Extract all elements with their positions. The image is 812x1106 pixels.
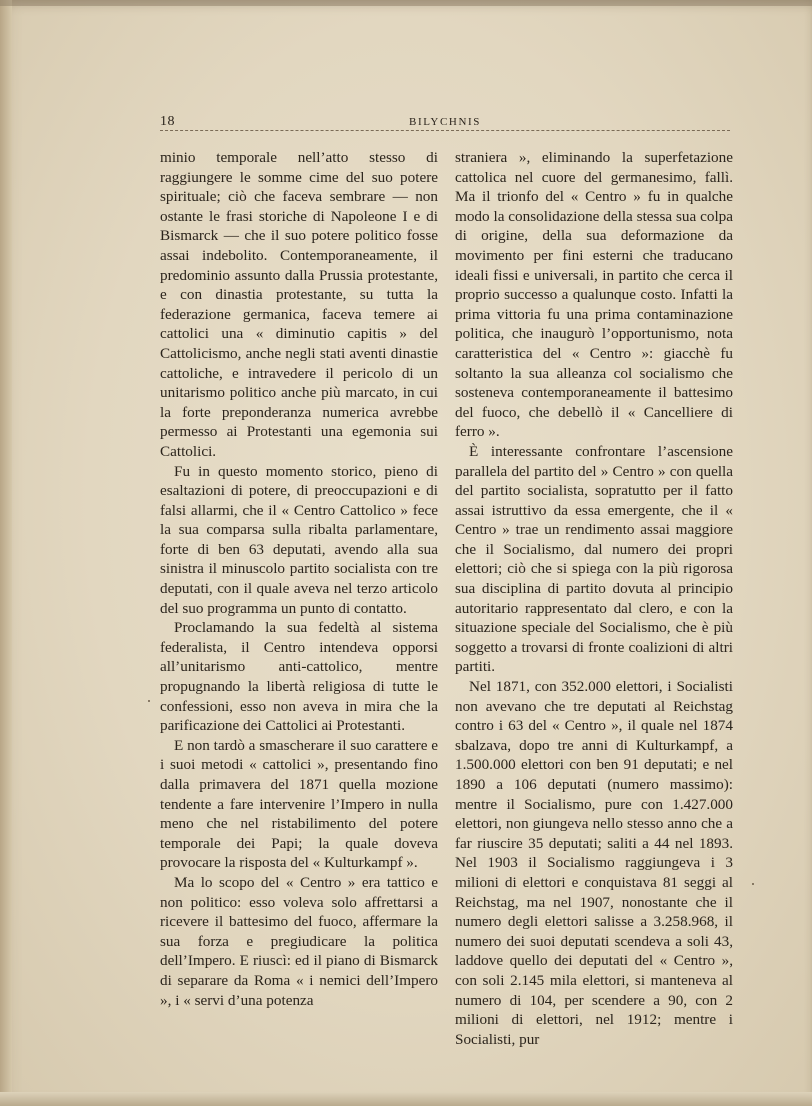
paragraph: Nel 1871, con 352.000 elettori, i Socialisti non avevano che tre deputati al Reichstag contro i 63 del « Centro », il quale nel 1874 sbalzava, dopo tre anni di Kulturkampf, a 1.500.000 elettori con ben 91 deputati; e nel 1890 a 106 deputati (numero massimo): mentre il Socialismo, pure con 1.427.000 elettori, non giungeva nello stesso anno che a far riuscire 35 deputati; saliti a 44 nel 1893. Nel 1903 il Socialismo raggiungeva i 3 milioni di elettori e conquistava 81 seggi al Reichstag, ma nel 1907, nonostante che il numero degli elettori salisse a 3.258.968, il numero dei suoi deputati scendeva a soli 43, laddove quello dei deputati del « Centro », con soli 2.145 mila elettori, si manteneva al numero di 104, per scendere a 90, con 2 milioni di elettori, nel 1912; mentre i Socialisti, pur xyxy=(455,678,733,1048)
page-left-edge xyxy=(0,0,12,1106)
paragraph: Proclamando la sua fedeltà al sistema federalista, il Centro intendeva opporsi all’unitarismo anti-cattolico, mentre propugnando la libertà religiosa di tutte le confessioni, esso non aveva in mira che la parificazione dei Cattolici ai Protestanti. xyxy=(160,619,438,735)
ink-speck xyxy=(148,700,150,702)
text-column-left xyxy=(160,148,438,1010)
paragraph: Fu in questo momento storico, pieno di esaltazioni di potere, di preoccupazioni e di falsi allarmi, che il « Centro Cattolico » fece la sua comparsa sulla ribalta parlamentare, forte di ben 63 deputati, avendo alla sua sinistra il minuscolo partito socialista con tre deputati, con il quale aveva nel terzo articolo del suo programma un punto di contatto. xyxy=(160,462,438,617)
paragraph: E non tardò a smascherare il suo carattere e i suoi metodi « cattolici », presentando fino dalla primavera del 1871 quella mozione tendente a fare intervenire l’Impero in nulla meno che nel ristabilimento del potere temporale dei Papi; la quale doveva provocare la risposta del « Kulturkampf ». xyxy=(160,736,438,872)
text-column-right xyxy=(455,148,733,1049)
running-title: BILYCHNIS xyxy=(409,116,481,128)
paragraph: Ma lo scopo del « Centro » era tattico e non politico: esso voleva solo affrettarsi a ricevere il battesimo del fuoco, affermare la sua forza e pregiudicare la politica dell’Impero. E riuscì: ed il piano di Bismarck di separare da Roma « i nemici dell’Impero », i « servi d’una potenza xyxy=(160,873,438,1009)
ink-speck xyxy=(752,883,754,885)
page-top-edge xyxy=(0,0,812,6)
paragraph: minio temporale nell’atto stesso di raggiungere le somme cime del suo potere spirituale; ciò che faceva sembrare — non ostante le frasi storiche di Napoleone I e di Bismarck — che il suo potere politico fosse assai indebolito. Contemporaneamente, il predominio assunto dalla Prussia protestante, e con dinastia protestante, su tutta la federazione germanica, faceva temere ai cattolici una « diminutio capitis » del Cattolicismo, anche negli stati aventi dinastie cattoliche, e intravedere il pericolo di un unitarismo politico anche più marcato, in cui la forte preponderanza numerica avrebbe permesso ai Protestanti una egemonia sui Cattolici. xyxy=(160,149,438,460)
paragraph: È interessante confrontare l’ascensione parallela del partito del » Centro » con quella del partito socialista, sopratutto per il fatto assai istruttivo da essa emergente, che il « Centro » trae un rendimento assai maggiore che il Socialismo, dal numero dei propri elettori; ciò che si spiega con la più rigorosa sua disciplina di partito dovuta al principio autoritario rappresentato dal clero, e con la situazione speciale del Socialismo, che è più soggetto a trovarsi di fronte coalizioni di altri partiti. xyxy=(455,442,733,676)
header-rule xyxy=(160,130,730,131)
paragraph: straniera », eliminando la superfetazione cattolica nel cuore del germanesimo, fallì. Ma il trionfo del « Centro » fu in qualche modo la consolidazione della stessa sua colpa di origine, della sua deformazione da movimento per fini esterni che traducano ideali fissi e universali, in partito che cerca il proprio successo a qualunque costo. Infatti la prima vittoria fu una prima contaminazione politica, che inaugurò l’opportunismo, nota caratteristica del « Centro »: giacchè fu soltanto la sua alleanza col socialismo che sosteneva contemporaneamente il battesimo del fuoco, che debellò il « Cancelliere di ferro ». xyxy=(455,149,733,441)
page-bottom-edge xyxy=(0,1092,812,1106)
page-number: 18 xyxy=(160,114,175,129)
